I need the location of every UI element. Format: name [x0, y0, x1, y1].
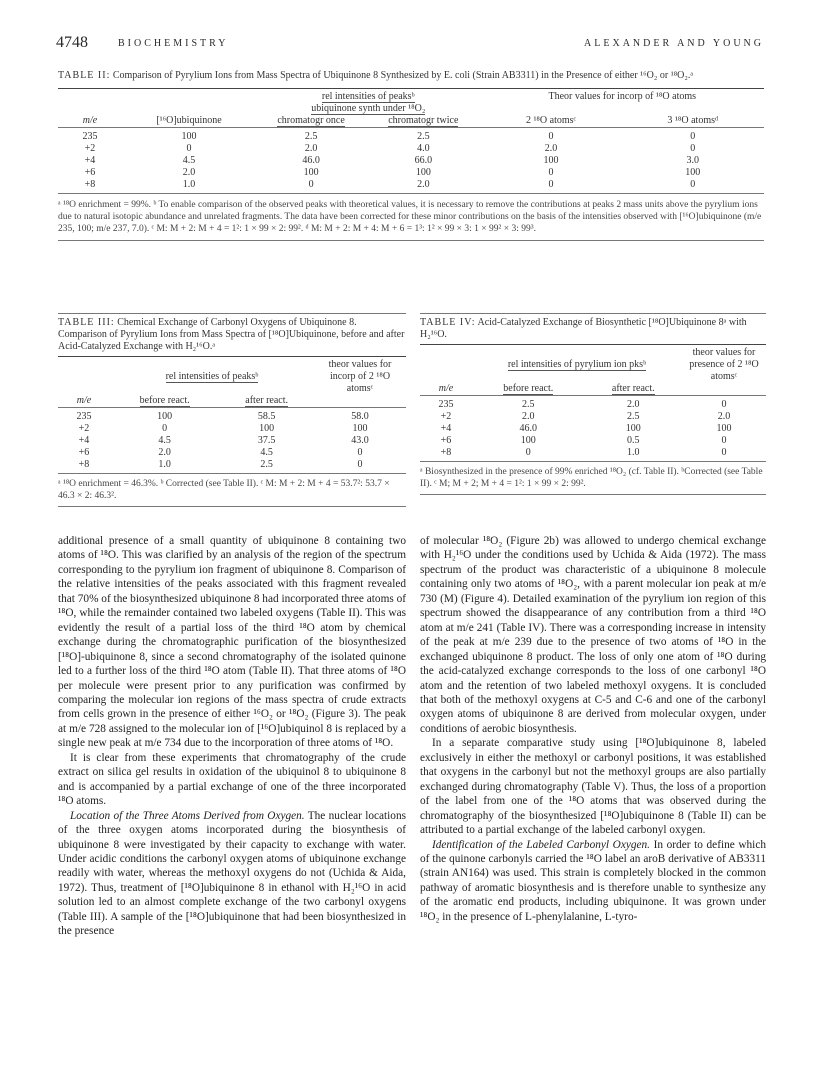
theor-header: theor values for presence of 2 ¹⁸O atomsᶜ [689, 347, 759, 382]
table-row: +2 0 100 100 [78, 423, 368, 434]
col-header: after react. [245, 395, 289, 406]
col-header: 3 ¹⁸O atomsᵈ [667, 115, 719, 126]
table-row: 235 2.5 2.0 0 [438, 399, 727, 410]
col-header: chromatogr once [277, 115, 345, 126]
table-4-grid [420, 347, 766, 459]
page-number: 4748 [56, 34, 88, 51]
theor-header: Theor values for incorp of ¹⁸O atoms [548, 91, 697, 102]
col-header: [¹⁶O]ubiquinone [156, 115, 222, 126]
paragraph: of molecular ¹⁸O₂ (Figure 2b) was allowed to undergo chemical exchange with H₂¹⁶O under the conditions used by Uchida & Aida (1972). The mass spectrum of the product was characteristic of a ubiquinone 8 molecule containing only two atoms of ¹⁸O₂, with a parent molecular ion peak at m/e 730 (M) (Figure 4). Detailed examination of the pyrylium ion region of this spectrum showed the disappearance of any contribution from a third ¹⁸O atom at m/e 241 (Table IV). There was a corresponding increase in intensity of the peak at m/e 239 due to the presence of two atoms of ¹⁸O in the exchanged ubiquinone 8 product. The loss of only one atom of ¹⁸O during the acid-catalyzed exchange corresponds to the loss of one carbonyl ¹⁸O atom and the retention of two labeled methoxyl oxygens. It is concluded that both of the methoxyl oxygens at C-5 and C-6 and one of the carbonyl oxygen atoms of ubiquinone 8 are derived from molecular oxygen, under conditions of aerobic biosynthesis. [420, 535, 766, 735]
table-row: +2 2.0 2.5 2.0 [440, 411, 731, 422]
journal-name: BIOCHEMISTRY [118, 38, 229, 49]
col-header: m/e [82, 115, 98, 126]
table-2-grid [58, 91, 764, 191]
col-header: m/e [76, 395, 92, 406]
table-row: +6 2.0 100 100 0 100 [84, 167, 701, 178]
table-row: +8 0 1.0 0 [440, 447, 727, 458]
col-header: chromatogr twice [388, 115, 459, 126]
table-2 [58, 70, 764, 241]
table-2-footnote: ᵃ ¹⁸O enrichment = 99%. ᵇ To enable comparison of the observed peaks with theoretical values, it is necessary to remove the contributions at peaks 2 mass units above the pyrylium ions due to natural isotopic abundance and unrelated fragments. The data have been corrected for these minor contributions on the basis of the intensities observed with [¹⁶O]ubiquinone (m/e 235, 100; m/e 237, 7.0). ᶜ M: M + 2: M + 4 = 1²: 1 × 99 × 2: 99². ᵈ M: M + 2: M + 4: M + 6 = 1³: 1² × 99 × 3: 1 × 99² × 3: 99³. [58, 200, 762, 234]
table-row: 235 100 2.5 2.5 0 0 [82, 131, 696, 142]
table-3 [58, 313, 406, 507]
col-header: before react. [503, 383, 554, 394]
col-header: 2 ¹⁸O atomsᶜ [525, 115, 577, 126]
col-header: after react. [611, 383, 655, 394]
paragraph: It is clear from these experiments that chromatography of the crude extract on silica gel results in oxidation of the ubiquinol 8 to ubiquinone 8 and is accompanied by a partial exchange of one of the three incorporated ¹⁸O atoms. [58, 751, 406, 808]
table-row: +8 1.0 2.5 0 [78, 459, 363, 470]
table-4 [420, 313, 766, 495]
running-authors: ALEXANDER AND YOUNG [584, 38, 764, 49]
table-row: +4 4.5 46.0 66.0 100 3.0 [84, 155, 700, 166]
section-heading: Location of the Three Atoms Derived from Oxygen. [70, 809, 305, 822]
col-header: m/e [438, 383, 454, 394]
table-row: +6 100 0.5 0 [440, 435, 727, 446]
theor-header: theor values for incorp of 2 ¹⁸O atomsᶜ [328, 359, 392, 394]
table-4-caption: TABLE IV: Acid-Catalyzed Exchange of Biosynthetic [¹⁸O]Ubiquinone 8ᵃ with H₂¹⁶O. [420, 317, 747, 340]
group-header: rel intensities of peaksᵇ [165, 371, 259, 382]
subgroup-header: ubiquinone synth under ¹⁸O₂ [311, 103, 426, 114]
table-row: +4 4.5 37.5 43.0 [78, 435, 369, 446]
paragraph: additional presence of a small quantity of ubiquinone 8 containing two atoms of ¹⁸O. This was clarified by an analysis of the region of the spectrum corresponding to the pyrylium ion fragment of ubiquinone 8. Comparison of the relative intensities of the peaks associated with this fragment revealed that 70% of the biosynthesized ubiquinone 8 had incorporated three atoms of ¹⁸O, while the remainder contained two labeled oxygens (Table II). This was evidently the result of a partial loss of the third ¹⁸O atom by chemical exchange during the chromatographic purification of the biosynthesized [¹⁸O]-ubiquinone 8, since a second chromatography of the isolated quinone led to a further loss of the third ¹⁸O atom (Table II). That three atoms of ¹⁸O per molecule were present prior to any purification was confirmed by comparing the molecular ion regions of the mass spectra of crude extracts from cells grown in the presence of either ¹⁶O₂ or ¹⁸O₂ (Figure 3). The peak at m/e 728 assigned to the molecular ion of [¹⁶O]ubiquinol 8 is replaced by a single new peak at m/e 734 due to the incorporation of three atoms of ¹⁸O. [58, 535, 406, 750]
table-3-footnote: ᵃ ¹⁸O enrichment = 46.3%. ᵇ Corrected (see Table II). ᶜ M: M + 2: M + 4 = 53.7²: 53.7 × 46.3 × 2: 46.3². [58, 479, 390, 501]
body-column-left [58, 534, 406, 939]
paragraph: Identification of the Labeled Carbonyl Oxygen. In order to define which of the quinone carbonyls carried the ¹⁸O label an aroB derivative of AB3311 (strain AN164) was used. This strain is completely blocked in the common pathway of aromatic biosynthesis and is therefore unable to synthesize any of the aromatic end products, including ubiquinone. It was grown under ¹⁸O₂ in the presence of L-phenylalanine, L-tyro- [420, 838, 766, 923]
group-header: rel intensities of pyrylium ion pksᵇ [507, 359, 647, 370]
group-header: rel intensities of peaksᵇ [321, 91, 415, 102]
table-2-caption: TABLE II: Comparison of Pyrylium Ions from Mass Spectra of Ubiquinone 8 Synthesized by E. coli (Strain AB3311) in the Presence of either ¹⁶O₂ or ¹⁸O₂.ᵃ [58, 70, 694, 81]
table-row: +6 2.0 4.5 0 [78, 447, 363, 458]
table-row: +8 1.0 0 2.0 0 0 [84, 179, 696, 190]
table-4-footnote: ᵃ Biosynthesized in the presence of 99% enriched ¹⁸O₂ (cf. Table II). ᵇCorrected (see Table II). ᶜ M; M + 2; M + 4 = 1²: 1 × 99 × 2: 99². [420, 467, 763, 489]
section-heading: Identification of the Labeled Carbonyl Oxygen. [432, 838, 650, 851]
paragraph: In a separate comparative study using [¹⁸O]ubiquinone 8, labeled exclusively in either the methoxyl or carbonyl positions, it was established that oxygens in the carbonyl but not the methoxyl groups are also partially exchanged during chromatography (Table V). Thus, the loss of a proportion of the label from one of the ¹⁸O atoms that was observed during the chromatography of the biosynthesized [¹⁸O]ubiquinone 8 (Table II) can be attributed to a partial exchange of the labeled carbonyl oxygen. [420, 737, 766, 837]
table-3-grid [58, 359, 406, 471]
table-row: 235 100 58.5 58.0 [76, 411, 369, 422]
col-header: before react. [139, 395, 190, 406]
body-column-right [420, 534, 766, 924]
paragraph: Location of the Three Atoms Derived from Oxygen. The nuclear locations of the three oxygen atoms incorporated during the biosynthesis of ubiquinone 8 were investigated by their capacity to exchange with water. Under acidic conditions the carbonyl oxygen atoms of ubiquinone exchange readily with water, whereas the methoxyl oxygens do not (Uchida & Aida, 1972). Thus, treatment of [¹⁸O]ubiquinone 8 in ethanol with H₂¹⁶O in acid solution led to an almost complete exchange of the two carbonyl oxygens (Table III). A sample of the [¹⁸O]ubiquinone that had been biosynthesized in the presence [58, 809, 406, 938]
table-3-caption: TABLE III: Chemical Exchange of Carbonyl Oxygens of Ubiquinone 8. Comparison of Pyrylium Ions from Mass Spectra of [¹⁸O]Ubiquinone, before and after Acid-Catalyzed Exchange with H₂¹⁶O.ᵃ [58, 317, 405, 352]
table-row: +4 46.0 100 100 [440, 423, 732, 434]
table-row: +2 0 2.0 4.0 2.0 0 [84, 143, 696, 154]
